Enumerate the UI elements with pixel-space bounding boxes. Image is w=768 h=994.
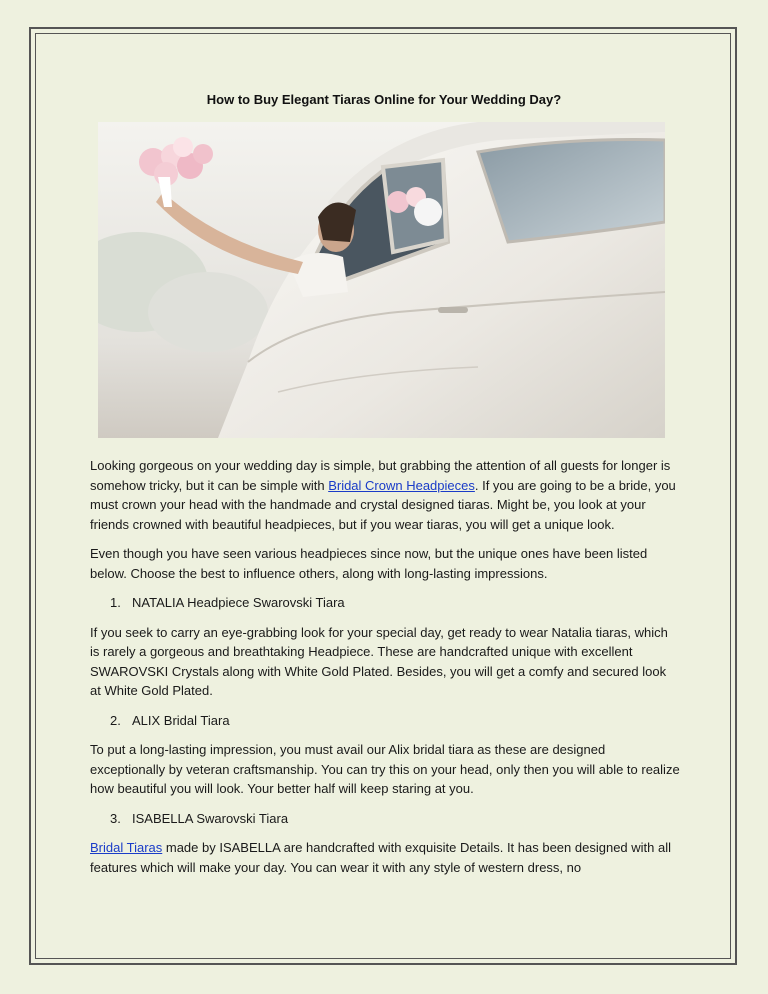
list-item-heading: ALIX Bridal Tiara (132, 712, 230, 728)
list-item-heading: NATALIA Headpiece Swarovski Tiara (132, 595, 345, 610)
paragraph-list-intro: Even though you have seen various headpieces since now, but the unique ones have been listed below. Choose the best to influence others, along with long-lasting impressions. (90, 546, 648, 581)
paragraph-natalia: If you seek to carry an eye-grabbing look for your special day, get ready to wear Natalia tiaras, which is rarely a gorgeous and breathtaking Headpiece. These are handcrafted unique with excellent SWAROVSKI Crystals along with White Gold Plated. Besides, you will get a comfy and secured look at White Gold Plated. (90, 624, 668, 698)
paragraph-isabella (90, 838, 680, 877)
paragraph-isabella-text: made by ISABELLA are handcrafted with exquisite Details. It has been designed with all features which will make your day. You can wear it with any style of western dress, no (90, 840, 671, 875)
list-item-number: 3. (110, 810, 121, 826)
bridal-crown-headpieces-link[interactable]: Bridal Crown Headpieces (328, 477, 475, 493)
list-item-number: 2. (110, 712, 121, 728)
bridal-tiaras-link[interactable]: Bridal Tiaras (90, 840, 163, 855)
list-item-number: 1. (110, 595, 121, 610)
document-body (90, 456, 680, 887)
list-item-heading: ISABELLA Swarovski Tiara (132, 810, 289, 826)
list-item (90, 809, 680, 829)
list-item (90, 593, 680, 613)
paragraph-intro-text-start: Looking gorgeous on your wedding day is simple, but grabbing the attention of all guests for longer is somehow tricky, but it can be simple with (90, 458, 671, 493)
wedding-car-photo (98, 122, 665, 438)
document-title: How to Buy Elegant Tiaras Online for Your Wedding Day? (206, 92, 562, 107)
paragraph-alix: To put a long-lasting impression, you must avail our Alix bridal tiara as these are designed exceptionally by veteran craftsmanship. You can try this on your head, only then you will able to realize how beautiful you will look. Your better half will keep staring at you. (90, 742, 680, 796)
paragraph-intro (90, 456, 680, 534)
paragraph-intro-text-end: . If you are going to be a bride, you must crown your head with the handmade and crystal designed tiaras. Might be, you look at your friends crowned with beautiful headpieces, but if you wear tiaras, you will get a unique look. (90, 477, 676, 532)
list-item (90, 711, 680, 731)
